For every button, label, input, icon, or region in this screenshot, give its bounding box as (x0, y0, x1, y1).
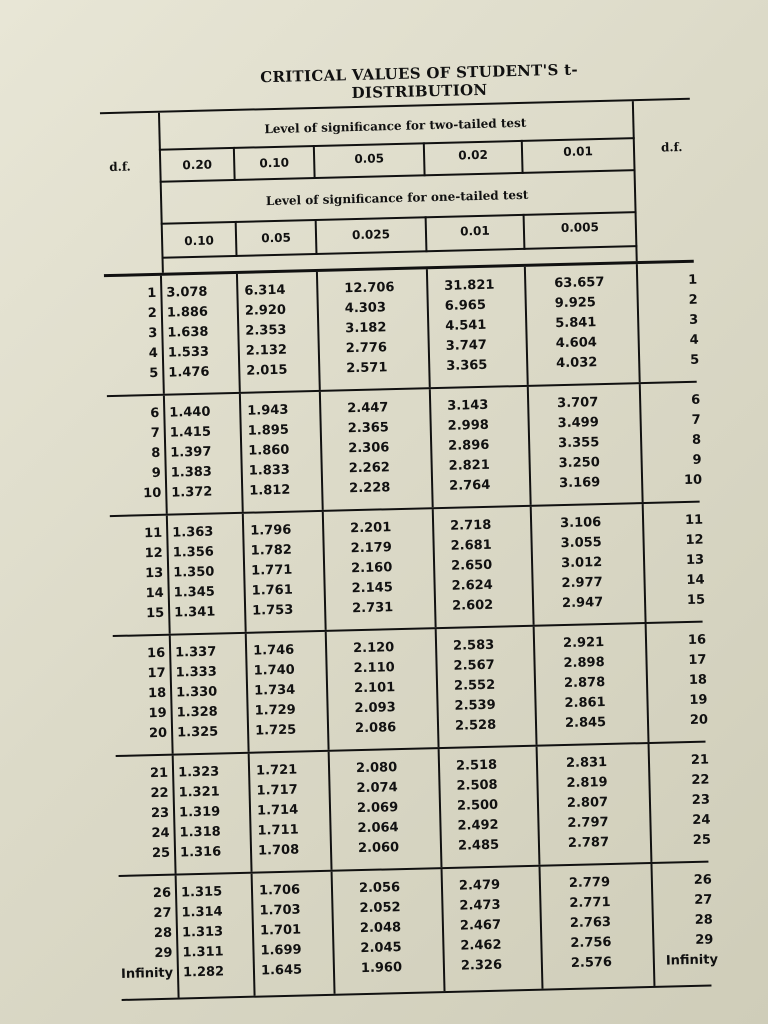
value-cell: 1.708 (257, 842, 300, 859)
value-cell: 1.771 (251, 562, 293, 579)
value-cell: 2.518 (455, 757, 498, 774)
value-cell: 2.069 (356, 800, 399, 817)
row-group (107, 381, 703, 515)
df-cell-right: 14 (686, 572, 705, 589)
value-cell: 1.796 (250, 522, 292, 539)
value-cell: 2.462 (460, 937, 502, 954)
df-cell: 8 (151, 445, 161, 462)
value-cell: 1.356 (172, 544, 215, 561)
df-cell: 18 (147, 685, 167, 702)
df-cell: 28 (153, 925, 173, 942)
value-cell: 2.074 (356, 780, 398, 797)
value-cell: 1.753 (251, 602, 294, 619)
df-cell-right: 20 (689, 712, 709, 728)
value-cell: 1.341 (174, 604, 216, 621)
df-cell-right: 3 (688, 312, 699, 328)
df-cell-right: 21 (690, 752, 710, 768)
value-cell: 2.898 (563, 655, 605, 672)
value-cell: 1.363 (172, 524, 214, 541)
value-cell: 1.701 (259, 922, 302, 939)
df-cell: 19 (148, 705, 167, 722)
df-cell-right: 1 (688, 272, 698, 288)
value-cell: 2.145 (351, 580, 393, 597)
row-group (119, 861, 719, 1001)
value-cell: 2.447 (347, 400, 389, 417)
df-cell: 27 (153, 905, 172, 922)
two-tailed-level: 0.05 (354, 151, 385, 167)
value-cell: 2.771 (569, 894, 611, 911)
value-cell: 2.947 (561, 595, 604, 612)
value-cell: 1.729 (254, 702, 296, 719)
value-cell: 2.552 (453, 677, 496, 694)
value-cell: 12.706 (344, 280, 395, 297)
table-title: CRITICAL VALUES OF STUDENT'S t-DISTRIBUTION (260, 60, 579, 103)
df-cell-right: 29 (695, 932, 714, 948)
value-cell: 2.845 (564, 715, 607, 732)
value-cell: 2.045 (360, 940, 402, 957)
df-cell: 7 (150, 425, 160, 442)
value-cell: 2.262 (348, 460, 391, 477)
value-cell: 4.604 (555, 335, 598, 352)
value-cell: 1.476 (168, 364, 210, 381)
value-cell: 2.650 (450, 557, 493, 574)
df-cell: 21 (149, 765, 169, 782)
df-cell-right: 11 (684, 512, 704, 529)
value-cell: 2.896 (448, 437, 490, 454)
df-cell: 29 (154, 945, 173, 962)
value-cell: 1.415 (169, 424, 212, 441)
value-cell: 2.878 (563, 675, 606, 692)
value-cell: 2.132 (245, 342, 288, 359)
value-cell: 3.365 (446, 357, 488, 374)
df-cell: 2 (147, 305, 158, 322)
value-cell: 2.998 (447, 417, 490, 434)
table-body (104, 260, 719, 1001)
value-cell: 2.718 (449, 517, 492, 534)
value-cell: 1.345 (173, 584, 216, 601)
df-cell-right: 4 (689, 332, 699, 348)
value-cell: 2.731 (351, 600, 394, 617)
value-cell: 4.541 (445, 317, 487, 334)
value-cell: 1.895 (247, 422, 290, 439)
df-cell: 4 (148, 345, 159, 362)
two-tailed-level: 0.01 (563, 144, 594, 159)
value-cell: 2.821 (448, 457, 490, 474)
value-cell: 2.048 (359, 920, 402, 937)
value-cell: 1.372 (171, 484, 213, 501)
value-cell: 1.325 (176, 724, 219, 741)
df-cell: 13 (144, 565, 164, 582)
value-cell: 5.841 (555, 315, 597, 332)
value-cell: 1.321 (178, 784, 220, 801)
one-tailed-level: 0.05 (261, 230, 292, 246)
value-cell: 1.886 (166, 304, 209, 321)
value-cell: 3.106 (559, 515, 602, 532)
value-cell: 3.182 (345, 320, 387, 337)
value-cell: 1.440 (169, 404, 211, 421)
one-tailed-level: 0.10 (184, 233, 215, 249)
row-group (113, 621, 709, 755)
value-cell: 2.160 (350, 560, 393, 577)
value-cell: 2.500 (456, 797, 499, 814)
value-cell: 1.313 (181, 924, 224, 941)
value-cell: 2.228 (349, 480, 391, 497)
value-cell: 2.539 (454, 697, 496, 714)
value-cell: 2.467 (459, 917, 502, 934)
value-cell: 1.318 (179, 824, 221, 841)
value-cell: 1.725 (254, 722, 297, 739)
value-cell: 1.314 (181, 904, 223, 921)
df-cell: 23 (150, 805, 170, 822)
value-cell: 3.055 (560, 535, 602, 552)
value-cell: 1.740 (253, 662, 295, 679)
value-cell: 2.764 (449, 477, 491, 494)
df-cell-right: 12 (685, 532, 704, 549)
value-cell: 4.032 (556, 355, 598, 372)
value-cell: 2.120 (352, 640, 395, 657)
value-cell: 2.819 (566, 775, 608, 792)
value-cell: 1.960 (360, 960, 403, 977)
df-cell: 24 (151, 825, 170, 842)
df-cell: 11 (143, 525, 163, 542)
value-cell: 1.833 (248, 462, 291, 479)
value-cell: 6.314 (244, 282, 286, 299)
value-cell: 2.571 (346, 360, 388, 377)
value-cell: 1.943 (247, 402, 289, 419)
document-page (48, 32, 751, 1008)
df-cell-right: 8 (691, 432, 702, 448)
value-cell: 2.602 (451, 597, 494, 614)
df-cell-right: 27 (694, 892, 713, 908)
value-cell: 1.782 (250, 542, 293, 559)
df-cell: Infinity (120, 965, 174, 982)
row-group (116, 741, 712, 875)
value-cell: 3.169 (558, 475, 601, 492)
value-cell: 2.528 (454, 717, 497, 734)
t-distribution-table (100, 98, 719, 1001)
value-cell: 1.699 (260, 942, 302, 959)
value-cell: 6.965 (444, 297, 487, 314)
value-cell: 2.485 (457, 837, 500, 854)
value-cell: 2.064 (357, 820, 399, 837)
df-cell: 15 (145, 605, 165, 622)
value-cell: 3.355 (557, 435, 600, 452)
value-cell: 2.306 (348, 440, 390, 457)
value-cell: 2.921 (562, 635, 605, 652)
value-cell: 1.717 (256, 782, 298, 799)
value-cell: 1.734 (253, 682, 296, 699)
df-cell-right: 15 (686, 592, 706, 609)
value-cell: 2.861 (564, 695, 606, 712)
value-cell: 2.920 (244, 302, 287, 319)
value-cell: 2.353 (245, 322, 287, 339)
df-cell: 10 (143, 485, 162, 502)
value-cell: 1.397 (170, 444, 212, 461)
one-tailed-level: 0.025 (351, 227, 391, 243)
value-cell: 3.707 (557, 395, 599, 412)
df-cell: 22 (150, 785, 169, 802)
df-cell: 1 (147, 285, 157, 302)
value-cell: 1.860 (248, 442, 290, 459)
value-cell: 2.492 (457, 817, 499, 834)
value-cell: 31.821 (444, 277, 495, 294)
value-cell: 2.479 (458, 877, 501, 894)
value-cell: 2.787 (567, 834, 610, 851)
value-cell: 2.807 (566, 795, 609, 812)
value-cell: 1.714 (256, 802, 299, 819)
df-cell-right: 28 (694, 912, 714, 928)
value-cell: 2.179 (350, 540, 392, 557)
value-cell: 2.326 (460, 957, 503, 974)
value-cell: 2.779 (568, 874, 611, 891)
value-cell: 2.101 (353, 680, 396, 697)
df-cell-right: 23 (691, 792, 711, 808)
df-cell: 17 (147, 665, 166, 682)
value-cell: 2.763 (569, 914, 612, 931)
df-header-right: d.f. (660, 139, 683, 155)
value-cell: 1.337 (174, 644, 217, 661)
value-cell: 3.143 (447, 397, 489, 414)
value-cell: 1.323 (177, 764, 220, 781)
value-cell: 2.201 (350, 520, 392, 537)
value-cell: 2.567 (453, 657, 495, 674)
value-cell: 2.797 (567, 814, 609, 831)
df-cell: 5 (149, 365, 159, 382)
value-cell: 2.080 (355, 760, 398, 777)
value-cell: 1.706 (258, 882, 301, 899)
table-header (100, 100, 694, 274)
value-cell: 1.315 (180, 884, 223, 901)
df-cell-right: 19 (689, 692, 708, 708)
one-tailed-level: 0.01 (459, 223, 490, 239)
value-cell: 2.060 (357, 840, 400, 857)
value-cell: 3.078 (166, 284, 208, 301)
df-cell-right: 6 (690, 392, 701, 408)
value-cell: 1.746 (252, 642, 295, 659)
value-cell: 1.383 (170, 464, 213, 481)
value-cell: 2.365 (347, 420, 390, 437)
value-cell: 9.925 (554, 295, 597, 312)
value-cell: 2.624 (451, 577, 493, 594)
df-cell-right: Infinity (665, 952, 719, 969)
value-cell: 2.110 (353, 660, 395, 677)
df-cell: 12 (144, 545, 163, 562)
df-cell-right: 7 (691, 412, 701, 428)
value-cell: 1.333 (175, 664, 217, 681)
value-cell: 2.977 (561, 575, 603, 592)
value-cell: 63.657 (554, 274, 605, 292)
df-cell-right: 9 (692, 452, 702, 468)
value-cell: 2.086 (354, 720, 397, 737)
df-cell-right: 24 (692, 812, 711, 828)
value-cell: 1.638 (167, 324, 209, 341)
value-cell: 1.311 (182, 944, 224, 961)
value-cell: 2.052 (359, 900, 401, 917)
value-cell: 1.645 (260, 962, 303, 979)
df-cell-right: 16 (687, 632, 707, 648)
value-cell: 2.093 (354, 700, 396, 717)
value-cell: 4.303 (344, 300, 387, 317)
row-group (104, 260, 700, 395)
df-cell-right: 26 (693, 872, 713, 888)
value-cell: 2.473 (459, 897, 501, 914)
df-cell-right: 22 (691, 772, 710, 788)
two-tailed-level: 0.20 (182, 157, 213, 173)
two-tailed-level: 0.02 (458, 147, 489, 163)
value-cell: 1.812 (249, 482, 291, 499)
value-cell: 1.711 (257, 822, 299, 839)
value-cell: 3.499 (557, 415, 599, 432)
value-cell: 1.703 (259, 902, 301, 919)
value-cell: 2.583 (452, 637, 495, 654)
value-cell: 2.681 (450, 537, 492, 554)
value-cell: 2.015 (246, 362, 288, 379)
row-group (110, 501, 706, 635)
df-cell: 25 (151, 845, 171, 862)
df-cell-right: 2 (688, 292, 698, 308)
df-cell-right: 18 (688, 672, 708, 688)
df-cell-right: 25 (692, 832, 712, 848)
value-cell: 1.761 (251, 582, 293, 599)
df-cell: 9 (151, 465, 161, 482)
value-cell: 1.721 (255, 762, 298, 779)
one-tailed-level: 0.005 (560, 220, 600, 235)
df-cell-right: 5 (689, 352, 700, 368)
value-cell: 1.316 (179, 844, 222, 861)
value-cell: 2.756 (570, 934, 612, 951)
value-cell: 1.330 (175, 684, 218, 701)
df-cell-right: 10 (683, 472, 703, 489)
value-cell: 2.776 (345, 340, 388, 357)
value-cell: 1.533 (167, 344, 210, 361)
value-cell: 3.747 (445, 337, 488, 354)
df-cell: 26 (152, 885, 172, 902)
two-tailed-level: 0.10 (259, 155, 290, 171)
df-cell: 20 (148, 725, 168, 742)
df-cell: 16 (146, 645, 166, 662)
value-cell: 3.012 (560, 555, 603, 572)
value-cell: 1.328 (176, 704, 218, 721)
df-cell: 14 (145, 585, 164, 602)
one-tailed-label: Level of significance for one-tailed test (265, 187, 529, 209)
value-cell: 1.282 (182, 964, 225, 981)
value-cell: 2.508 (456, 777, 498, 794)
value-cell: 2.576 (570, 954, 613, 971)
value-cell: 3.250 (558, 455, 600, 472)
value-cell: 2.831 (565, 755, 608, 772)
df-cell-right: 13 (685, 552, 705, 569)
df-header-left: d.f. (109, 159, 131, 174)
df-cell-right: 17 (688, 652, 707, 668)
df-cell: 6 (150, 405, 160, 422)
value-cell: 1.350 (173, 564, 215, 581)
value-cell: 1.319 (178, 804, 221, 821)
value-cell: 2.056 (358, 880, 401, 897)
df-cell: 3 (148, 325, 158, 342)
two-tailed-label: Level of significance for two-tailed test (264, 115, 527, 137)
